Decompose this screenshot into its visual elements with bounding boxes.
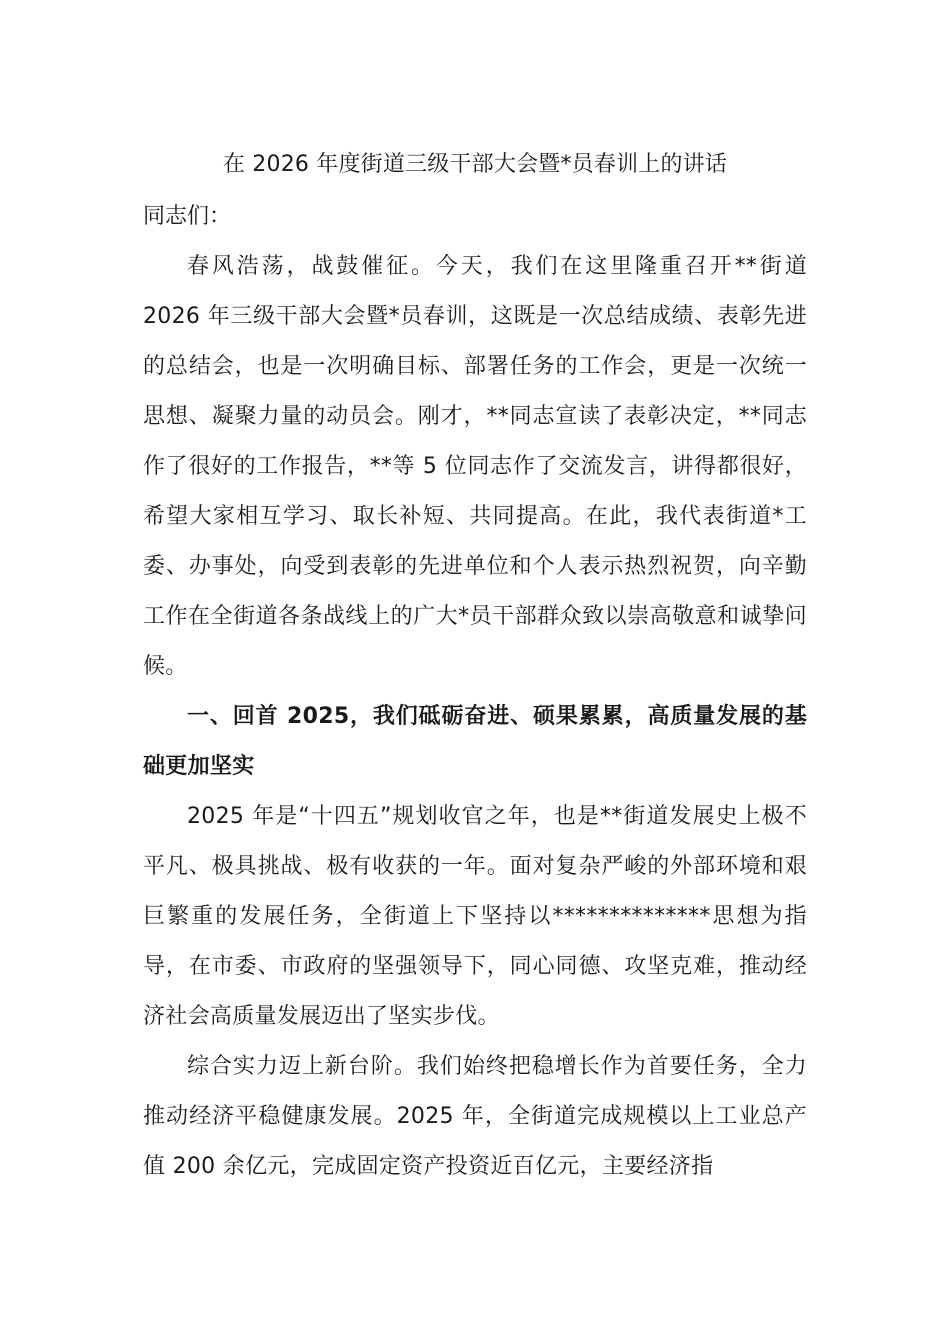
section-paragraph-2: 综合实力迈上新台阶。我们始终把稳增长作为首要任务，全力推动经济平稳健康发展。2025 年，全街道完成规模以上工业总产值 200 余亿元，完成固定资产投资近百亿元，主要经济指 xyxy=(143,1054,807,1179)
section-paragraph-1: 2025 年是“十四五”规划收官之年，也是**街道发展史上极不平凡、极具挑战、极有收获的一年。面对复杂严峻的外部环境和艰巨繁重的发展任务，全街道上下坚持以**************思想为指导，在市委、市政府的坚强领导下，同心同德、攻坚克难，推动经济社会高质量发展迈出了坚实步伐。 xyxy=(143,804,807,1029)
section-heading: 一、回首 2025，我们砥砺奋进、硕果累累，高质量发展的基础更加坚实 xyxy=(143,704,807,779)
salutation: 同志们： xyxy=(143,204,232,229)
opening-paragraph: 春风浩荡，战鼓催征。今天，我们在这里隆重召开**街道 2026 年三级干部大会暨*员春训，这既是一次总结成绩、表彰先进的总结会，也是一次明确目标、部署任务的工作会，更是一次统一思想、凝聚力量的动员会。刚才，**同志宣读了表彰决定，**同志作了很好的工作报告，**等 5 位同志作了交流发言，讲得都很好，希望大家相互学习、取长补短、共同提高。在此，我代表街道*工委、办事处，向受到表彰的先进单位和个人表示热烈祝贺，向辛勤工作在全街道各条战线上的广大*员干部群众致以崇高敬意和诚挚问候。 xyxy=(143,254,807,679)
document-title: 在 2026 年度街道三级干部大会暨*员春训上的讲话 xyxy=(222,152,728,177)
document-body xyxy=(143,140,807,1192)
